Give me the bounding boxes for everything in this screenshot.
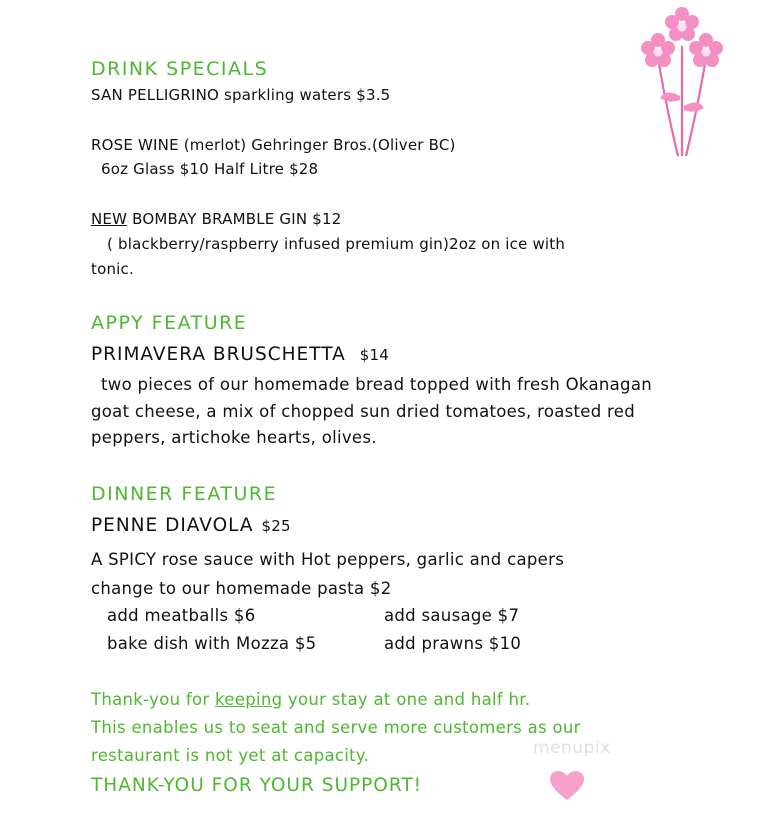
rose-wine-prices: 6oz Glass $10 Half Litre $28 [101, 160, 319, 178]
thank-you-support: THANK-YOU FOR YOUR SUPPORT! [91, 775, 423, 796]
sparkling-water-item: SAN PELLIGRINO sparkling waters $3.5 [91, 86, 391, 104]
rose-wine-item: ROSE WINE (merlot) Gehringer Bros.(Oliver BC) [91, 136, 456, 154]
dinner-feature-heading: DINNER FEATURE [91, 483, 278, 505]
gin-description-1: ( blackberry/raspberry infused premium gin)2oz on ice with [107, 235, 566, 253]
dinner-description: A SPICY rose sauce with Hot peppers, garlic and capers [91, 550, 565, 569]
appy-dish-name: PRIMAVERA BRUSCHETTA [91, 344, 346, 365]
addon-mozza: bake dish with Mozza $5 [107, 634, 317, 653]
footer-line-1 [91, 690, 530, 709]
appy-dish [91, 344, 389, 365]
dinner-dish [91, 515, 291, 536]
gin-description-2: tonic. [91, 260, 134, 278]
appy-dish-price: $14 [359, 346, 389, 364]
footer-keeping: keeping [215, 690, 283, 709]
flower-bouquet-icon [636, 6, 728, 164]
appy-description-3: peppers, artichoke hearts, olives. [91, 428, 377, 447]
heart-icon [549, 770, 585, 802]
dinner-dish-name: PENNE DIAVOLA [91, 515, 254, 536]
addon-sausage: add sausage $7 [384, 606, 520, 625]
gin-name: BOMBAY BRAMBLE GIN $12 [127, 210, 342, 228]
watermark: menupix [533, 738, 611, 758]
addon-meatballs: add meatballs $6 [107, 606, 256, 625]
homemade-pasta-option: change to our homemade pasta $2 [91, 579, 392, 598]
dinner-dish-price: $25 [261, 517, 291, 535]
appy-description-2: goat cheese, a mix of chopped sun dried tomatoes, roasted red [91, 402, 636, 421]
appy-description-1: two pieces of our homemade bread topped with fresh Okanagan [101, 375, 653, 394]
footer-line-1-c: your stay at one and half hr. [282, 690, 531, 709]
footer-line-3: restaurant is not yet at capacity. [91, 746, 370, 765]
footer-line-1-a: Thank-you for [91, 690, 216, 709]
new-label: NEW [91, 210, 128, 228]
drink-specials-heading: DRINK SPECIALS [91, 58, 269, 80]
addon-prawns: add prawns $10 [384, 634, 522, 653]
gin-item [91, 210, 341, 228]
footer-line-2: This enables us to seat and serve more customers as our [91, 718, 581, 737]
appy-feature-heading: APPY FEATURE [91, 312, 248, 334]
